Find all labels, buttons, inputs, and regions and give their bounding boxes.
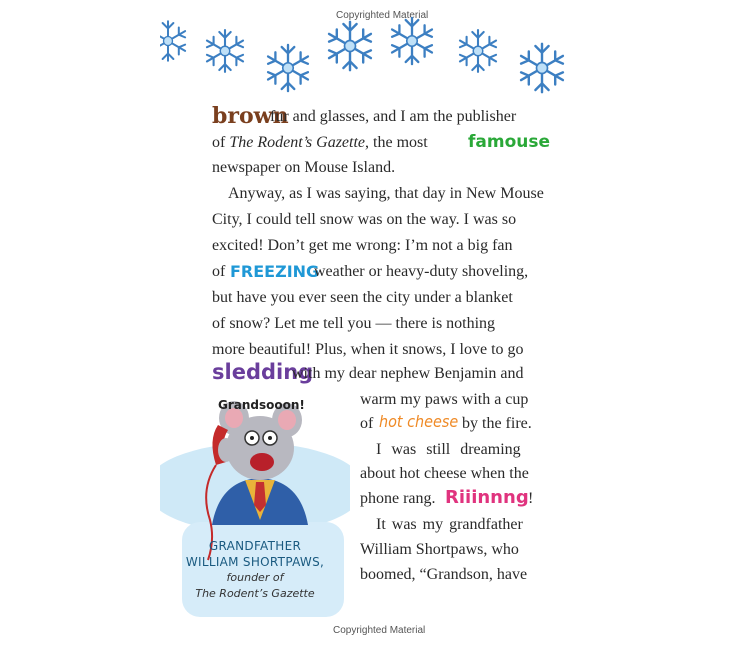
- text-line: !: [528, 490, 534, 507]
- text-line: excited! Don’t get me wrong: I’m not a big fan: [212, 237, 513, 254]
- text-line: Anyway, as I was saying, that day in New Mouse: [228, 185, 544, 202]
- text-line: but have you ever seen the city under a blanket: [212, 289, 513, 306]
- text-line: of The Rodent’s Gazette, the most: [212, 134, 428, 151]
- text-line: of: [360, 415, 374, 432]
- snowflake-icon: [268, 45, 308, 91]
- snowflake-icon: [392, 18, 432, 64]
- snowflake-icon: [521, 44, 563, 92]
- text-line: phone rang.: [360, 490, 436, 507]
- snowflake-icon: [329, 22, 371, 70]
- text-line: William Shortpaws, who: [360, 541, 519, 558]
- caption-publication: The Rodent’s Gazette: [195, 587, 315, 600]
- text-line: I was still dreaming: [376, 441, 521, 458]
- watermark-top: Copyrighted Material: [336, 10, 429, 21]
- text-line: weather or heavy-duty shoveling,: [314, 263, 529, 280]
- text-line: boomed, “Grandson, have: [360, 566, 528, 583]
- text-line: with my dear nephew Benjamin and: [292, 365, 524, 382]
- snowflake-icon: [460, 30, 496, 72]
- text-line: of: [212, 263, 226, 280]
- text-line: of snow? Let me tell you — there is nothing: [212, 315, 496, 332]
- watermark-bottom: Copyrighted Material: [333, 625, 426, 636]
- text-line: about hot cheese when the: [360, 465, 529, 482]
- text-line: It was my grandfather: [376, 516, 523, 533]
- speech-bubble-text: Grandsooon!: [218, 398, 305, 412]
- caption-name: GRANDFATHER: [208, 539, 302, 553]
- caption-name: WILLIAM SHORTPAWS,: [185, 555, 325, 569]
- snowflake-icon: [207, 30, 243, 72]
- text-line: newspaper on Mouse Island.: [212, 159, 396, 176]
- snowflake-icon: [160, 21, 185, 61]
- snowflake-border: [160, 6, 580, 106]
- text-line: warm my paws with a cup: [360, 391, 529, 408]
- word-riiinnng: Riiinnng: [445, 487, 529, 508]
- text-line: by the fire.: [462, 415, 532, 432]
- word-brown: brown: [212, 103, 289, 129]
- text-line: more beautiful! Plus, when it snows, I love to go: [212, 341, 524, 358]
- word-sledding: sledding: [212, 360, 314, 384]
- word-freezing: FREEZING: [230, 262, 320, 281]
- text-line: City, I could tell snow was on the way. I was so: [212, 211, 517, 228]
- word-famouse: famouse: [468, 132, 551, 152]
- caption-role: founder of: [226, 571, 284, 584]
- illustration-caption: [180, 538, 330, 602]
- text-line: fur and glasses, and I am the publisher: [270, 108, 517, 125]
- word-hot-cheese: hot cheese: [379, 412, 459, 431]
